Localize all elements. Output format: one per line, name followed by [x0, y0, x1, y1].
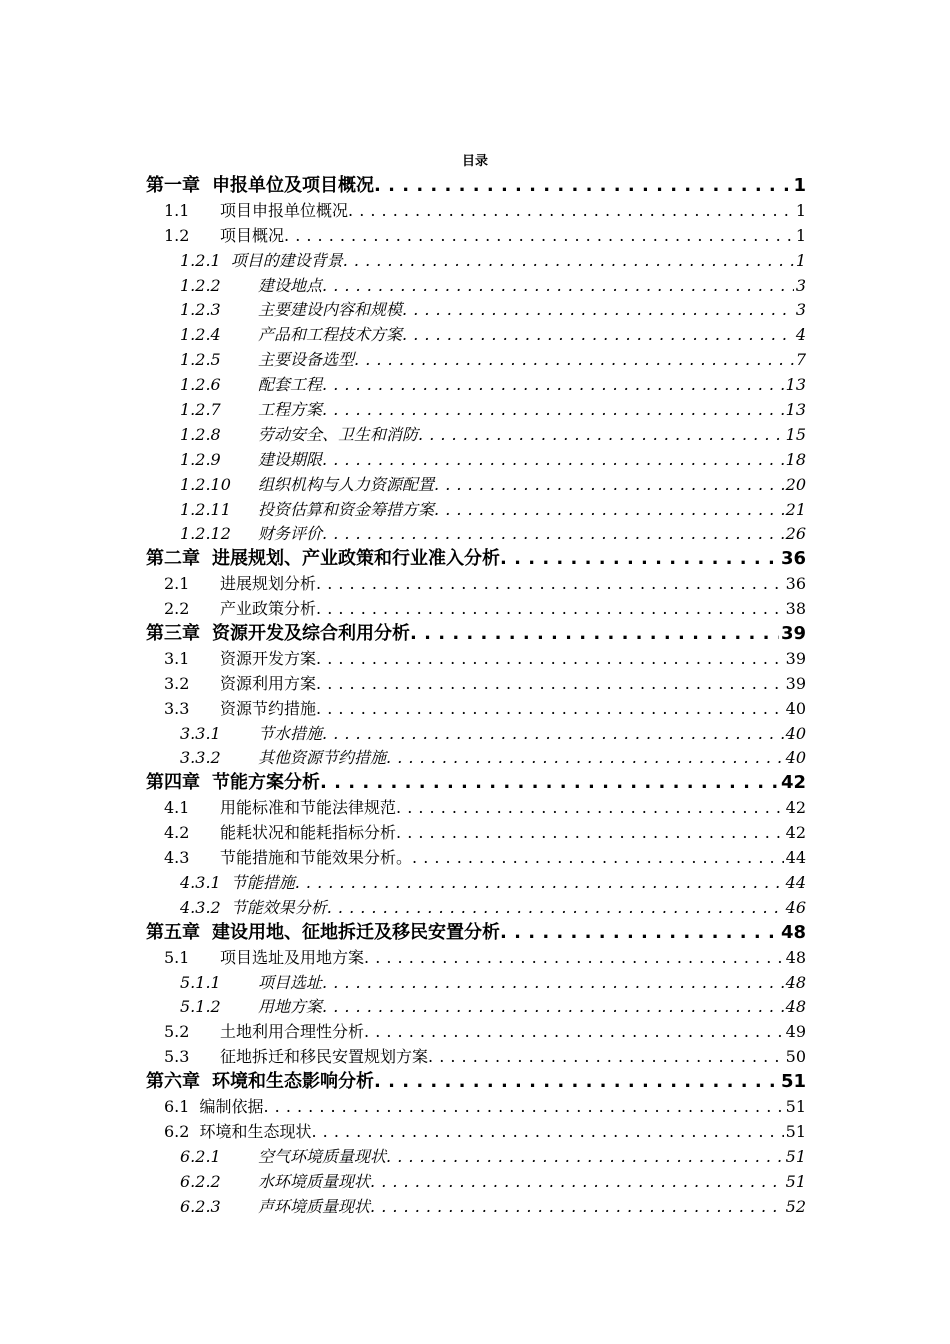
dot-leader: [370, 1170, 784, 1195]
toc-entry-number: 6.2.1: [180, 1146, 221, 1166]
toc-entry-text: 主要建设内容和规模: [258, 300, 403, 320]
toc-entry[interactable]: [146, 298, 806, 323]
dot-leader: [322, 448, 784, 473]
toc-entry-text: 项目概况: [220, 225, 285, 245]
toc-entry-text: 水环境质量现状: [258, 1171, 371, 1191]
toc-entry-label: [180, 348, 354, 373]
toc-entry[interactable]: [146, 398, 806, 423]
toc-entry-number: 1.2.9: [180, 449, 221, 469]
toc-entry[interactable]: [146, 697, 806, 722]
toc-entry-page: 50: [785, 1047, 806, 1067]
toc-entry-text: 声环境质量现状: [258, 1196, 371, 1216]
toc-entry-label: [164, 647, 316, 672]
toc-entry-label: [180, 871, 295, 896]
toc-entry-number: 3.2: [164, 673, 190, 693]
toc-entry-page: 1: [795, 225, 806, 245]
table-of-contents: [146, 174, 806, 1219]
toc-entry-page: 3: [795, 300, 806, 320]
toc-entry-page: 49: [785, 1022, 806, 1042]
toc-entry-page: 51: [780, 1071, 806, 1093]
toc-entry-label: [180, 1170, 370, 1195]
toc-entry-number: 1.2.10: [180, 474, 231, 494]
toc-entry-page: 13: [785, 400, 806, 420]
toc-entry-page: 20: [785, 474, 806, 494]
toc-entry-label: [164, 199, 348, 224]
toc-entry-page: 51: [785, 1121, 806, 1141]
dot-leader: [354, 348, 794, 373]
toc-entry[interactable]: [146, 647, 806, 672]
toc-entry-text: 产品和工程技术方案: [258, 325, 403, 345]
toc-entry[interactable]: [146, 921, 806, 946]
toc-entry[interactable]: [146, 796, 806, 821]
toc-entry-number: 1.2.7: [180, 400, 221, 420]
toc-entry-number: 3.1: [164, 648, 190, 668]
toc-entry[interactable]: [146, 1070, 806, 1095]
dot-leader: [322, 995, 784, 1020]
toc-entry-label: [180, 473, 434, 498]
toc-entry-label: [180, 522, 322, 547]
toc-entry-number: 3.3.1: [180, 723, 221, 743]
toc-entry-page: 51: [785, 1096, 806, 1116]
toc-entry-page: 44: [785, 872, 806, 892]
toc-entry-number: 3.3: [164, 698, 190, 718]
toc-entry-label: [180, 1195, 370, 1220]
toc-entry[interactable]: [146, 722, 806, 747]
toc-entry-number: 3.3.2: [180, 748, 221, 768]
toc-entry-number: 5.1.1: [180, 972, 221, 992]
toc-entry-label: [180, 249, 343, 274]
toc-entry-page: 13: [785, 375, 806, 395]
toc-entry-text: 用能标准和节能法律规范: [220, 798, 397, 818]
toc-entry-text: 建设期限: [258, 449, 323, 469]
toc-entry-page: 39: [785, 673, 806, 693]
toc-entry-label: [180, 298, 402, 323]
toc-entry-page: 1: [795, 250, 806, 270]
toc-entry-label: [164, 672, 316, 697]
toc-entry-text: 节水措施: [258, 723, 323, 743]
toc-entry-number: 1.2: [164, 225, 190, 245]
toc-entry-text: 建设地点: [258, 275, 323, 295]
dot-leader: [500, 921, 779, 946]
toc-entry-page: 15: [785, 424, 806, 444]
toc-entry[interactable]: [146, 423, 806, 448]
toc-entry[interactable]: [146, 597, 806, 622]
toc-entry-number: 1.2.6: [180, 375, 221, 395]
toc-entry[interactable]: [146, 224, 806, 249]
toc-entry-text: 项目申报单位概况: [220, 200, 349, 220]
toc-entry-number: 6.1: [164, 1096, 190, 1116]
dot-leader: [364, 1020, 784, 1045]
toc-entry-number: 第四章: [146, 772, 200, 794]
toc-entry-page: 46: [785, 897, 806, 917]
dot-leader: [327, 896, 784, 921]
toc-entry[interactable]: [146, 448, 806, 473]
toc-entry[interactable]: [146, 846, 806, 871]
toc-entry[interactable]: [146, 821, 806, 846]
toc-entry-page: 7: [795, 350, 806, 370]
toc-entry[interactable]: [146, 1120, 806, 1145]
toc-entry-label: [180, 498, 434, 523]
toc-entry-page: 38: [785, 599, 806, 619]
toc-entry[interactable]: [146, 746, 806, 771]
toc-entry-number: 6.2.2: [180, 1171, 221, 1191]
toc-entry-label: [164, 1095, 263, 1120]
toc-entry-text: 申报单位及项目概况: [212, 175, 374, 196]
dot-leader: [434, 498, 784, 523]
dot-leader: [364, 946, 784, 971]
toc-entry-label: [180, 373, 322, 398]
dot-leader: [418, 423, 784, 448]
toc-entry-page: 1: [795, 200, 806, 220]
toc-entry-text: 项目的建设背景: [230, 250, 343, 270]
toc-entry-text: 组织机构与人力资源配置: [258, 474, 435, 494]
toc-entry-page: 18: [785, 449, 806, 469]
dot-leader: [322, 971, 784, 996]
dot-leader: [396, 796, 784, 821]
toc-entry-number: 第二章: [146, 548, 200, 570]
dot-leader: [386, 746, 784, 771]
toc-entry-number: 1.2.8: [180, 424, 221, 444]
toc-entry-text: 资源节约措施: [220, 698, 317, 718]
toc-entry-number: 4.3.2: [180, 897, 221, 917]
toc-entry-page: 39: [785, 648, 806, 668]
dot-leader: [316, 672, 784, 697]
toc-entry-number: 1.2.2: [180, 275, 221, 295]
toc-entry-page: 3: [795, 275, 806, 295]
toc-entry-label: [164, 1020, 364, 1045]
toc-entry-number: 第一章: [146, 175, 200, 196]
toc-entry[interactable]: [146, 1095, 806, 1120]
toc-entry-page: 39: [780, 623, 806, 645]
dot-leader: [386, 1145, 784, 1170]
toc-entry[interactable]: [146, 572, 806, 597]
toc-entry-number: 1.1: [164, 200, 190, 220]
toc-entry-number: 1.2.5: [180, 350, 221, 370]
dot-leader: [374, 1070, 779, 1095]
toc-entry-label: [164, 1120, 311, 1145]
dot-leader: [322, 274, 794, 299]
toc-entry[interactable]: [146, 1195, 806, 1220]
toc-entry-label: [180, 896, 327, 921]
toc-entry-number: 1.2.11: [180, 499, 231, 519]
toc-entry-label: [146, 921, 500, 946]
toc-entry-label: [146, 622, 410, 647]
dot-leader: [412, 846, 784, 871]
toc-entry[interactable]: [146, 547, 806, 572]
toc-entry-label: [180, 995, 322, 1020]
toc-entry-text: 进展规划分析: [220, 574, 317, 594]
dot-leader: [322, 722, 784, 747]
toc-entry-text: 配套工程: [258, 375, 323, 395]
toc-entry-page: 52: [785, 1196, 806, 1216]
toc-entry-label: [180, 746, 386, 771]
toc-entry-page: 40: [785, 748, 806, 768]
toc-entry-label: [180, 398, 322, 423]
toc-entry[interactable]: [146, 522, 806, 547]
toc-entry-number: 第五章: [146, 921, 200, 943]
toc-entry-label: [146, 547, 500, 572]
toc-entry[interactable]: [146, 323, 806, 348]
dot-leader: [284, 224, 794, 249]
dot-leader: [370, 1195, 784, 1220]
toc-entry[interactable]: [146, 971, 806, 996]
toc-entry-text: 项目选址: [258, 972, 323, 992]
toc-entry-label: [164, 1045, 428, 1070]
toc-entry-number: 4.3: [164, 848, 190, 868]
toc-entry-page: 21: [785, 499, 806, 519]
dot-leader: [322, 398, 784, 423]
dot-leader: [434, 473, 784, 498]
toc-entry-label: [164, 224, 284, 249]
toc-entry-number: 5.1.2: [180, 997, 221, 1017]
toc-entry-label: [180, 274, 322, 299]
toc-entry[interactable]: [146, 622, 806, 647]
toc-entry-number: 2.1: [164, 574, 190, 594]
toc-entry[interactable]: [146, 672, 806, 697]
toc-entry-text: 建设用地、征地拆迁及移民安置分析: [212, 921, 500, 943]
toc-entry-label: [146, 771, 320, 796]
toc-entry[interactable]: [146, 871, 806, 896]
toc-entry-text: 空气环境质量现状: [258, 1146, 387, 1166]
toc-entry-text: 主要设备选型: [258, 350, 355, 370]
toc-entry-text: 节能效果分析: [230, 897, 327, 917]
toc-entry-page: 40: [785, 698, 806, 718]
dot-leader: [295, 871, 784, 896]
toc-entry-number: 1.2.4: [180, 325, 221, 345]
toc-entry[interactable]: [146, 1145, 806, 1170]
toc-entry-number: 1.2.1: [180, 250, 221, 270]
toc-entry[interactable]: [146, 249, 806, 274]
dot-leader: [316, 597, 784, 622]
toc-entry-text: 工程方案: [258, 400, 323, 420]
toc-entry-text: 环境和生态现状: [199, 1121, 312, 1141]
toc-entry-page: 42: [780, 772, 806, 794]
toc-entry-text: 用地方案: [258, 997, 323, 1017]
toc-entry[interactable]: [146, 174, 806, 199]
toc-entry-page: 48: [785, 972, 806, 992]
toc-entry[interactable]: [146, 771, 806, 796]
toc-entry-text: 土地利用合理性分析: [220, 1022, 365, 1042]
dot-leader: [410, 622, 779, 647]
dot-leader: [348, 199, 794, 224]
toc-entry-number: 第六章: [146, 1071, 200, 1093]
toc-entry-page: 40: [785, 723, 806, 743]
toc-entry-number: 4.1: [164, 798, 190, 818]
toc-entry[interactable]: [146, 274, 806, 299]
toc-entry-label: [146, 174, 374, 199]
toc-entry-page: 48: [780, 921, 806, 943]
toc-entry[interactable]: [146, 896, 806, 921]
toc-entry-label: [164, 796, 396, 821]
toc-entry-number: 5.3: [164, 1047, 190, 1067]
toc-entry-number: 第三章: [146, 623, 200, 645]
dot-leader: [316, 697, 784, 722]
dot-leader: [374, 174, 791, 199]
toc-entry[interactable]: [146, 498, 806, 523]
toc-entry[interactable]: [146, 373, 806, 398]
toc-entry-text: 资源开发方案: [220, 648, 317, 668]
toc-entry-text: 资源利用方案: [220, 673, 317, 693]
dot-leader: [316, 647, 784, 672]
toc-entry-page: 48: [785, 947, 806, 967]
toc-entry-page: 36: [780, 548, 806, 570]
toc-entry-number: 5.1: [164, 947, 190, 967]
toc-title: 目录: [461, 154, 488, 169]
toc-entry-page: 48: [785, 997, 806, 1017]
toc-entry-number: 2.2: [164, 599, 190, 619]
dot-leader: [322, 373, 784, 398]
dot-leader: [428, 1045, 784, 1070]
toc-entry-number: 6.2: [164, 1121, 190, 1141]
toc-entry-label: [146, 1070, 374, 1095]
dot-leader: [311, 1120, 783, 1145]
dot-leader: [396, 821, 784, 846]
toc-entry-text: 节能措施: [230, 872, 295, 892]
toc-entry-text: 能耗状况和能耗指标分析: [220, 823, 397, 843]
toc-entry-label: [164, 572, 316, 597]
toc-entry-label: [164, 946, 364, 971]
toc-entry-number: 1.2.12: [180, 524, 231, 544]
toc-entry[interactable]: [146, 1045, 806, 1070]
toc-entry-label: [180, 722, 322, 747]
toc-entry[interactable]: [146, 1020, 806, 1045]
toc-entry-text: 进展规划、产业政策和行业准入分析: [212, 548, 500, 570]
toc-entry-number: 5.2: [164, 1022, 190, 1042]
toc-entry-text: 投资估算和资金筹措方案: [258, 499, 435, 519]
toc-entry-label: [180, 971, 322, 996]
dot-leader: [263, 1095, 783, 1120]
toc-entry-number: 4.3.1: [180, 872, 221, 892]
toc-entry-label: [180, 448, 322, 473]
toc-entry-page: 51: [785, 1146, 806, 1166]
toc-entry-label: [164, 821, 396, 846]
toc-entry-number: 1.2.3: [180, 300, 221, 320]
toc-entry-text: 节能方案分析: [212, 772, 320, 794]
toc-entry-text: 环境和生态影响分析: [212, 1071, 374, 1093]
toc-entry[interactable]: [146, 348, 806, 373]
toc-entry[interactable]: [146, 946, 806, 971]
toc-entry-label: [164, 697, 316, 722]
toc-entry-page: 51: [785, 1171, 806, 1191]
toc-entry-text: 财务评价: [258, 524, 323, 544]
toc-entry-text: 征地拆迁和移民安置规划方案: [220, 1047, 429, 1067]
toc-entry-label: [164, 846, 412, 871]
dot-leader: [322, 522, 784, 547]
toc-entry-number: 4.2: [164, 823, 190, 843]
dot-leader: [316, 572, 784, 597]
toc-entry-text: 其他资源节约措施: [258, 748, 387, 768]
dot-leader: [343, 249, 794, 274]
toc-entry-label: [180, 423, 418, 448]
toc-entry[interactable]: [146, 199, 806, 224]
dot-leader: [402, 298, 794, 323]
toc-entry[interactable]: [146, 473, 806, 498]
toc-entry-page: 1: [793, 175, 806, 196]
toc-entry-text: 编制依据: [199, 1096, 264, 1116]
toc-entry-text: 资源开发及综合利用分析: [212, 623, 410, 645]
toc-entry-text: 产业政策分析: [220, 599, 317, 619]
toc-entry-label: [180, 1145, 386, 1170]
toc-entry-label: [180, 323, 402, 348]
toc-entry-number: 6.2.3: [180, 1196, 221, 1216]
dot-leader: [320, 771, 779, 796]
toc-entry-text: 节能措施和节能效果分析。: [220, 848, 413, 868]
toc-entry-page: 42: [785, 823, 806, 843]
toc-entry-label: [164, 597, 316, 622]
dot-leader: [500, 547, 779, 572]
toc-entry-page: 36: [785, 574, 806, 594]
toc-entry[interactable]: [146, 995, 806, 1020]
toc-entry-page: 4: [795, 325, 806, 345]
toc-entry-page: 26: [785, 524, 806, 544]
toc-entry-text: 项目选址及用地方案: [220, 947, 365, 967]
toc-entry-text: 劳动安全、卫生和消防: [258, 424, 419, 444]
dot-leader: [402, 323, 794, 348]
toc-entry[interactable]: [146, 1170, 806, 1195]
toc-entry-page: 44: [785, 848, 806, 868]
toc-entry-page: 42: [785, 798, 806, 818]
